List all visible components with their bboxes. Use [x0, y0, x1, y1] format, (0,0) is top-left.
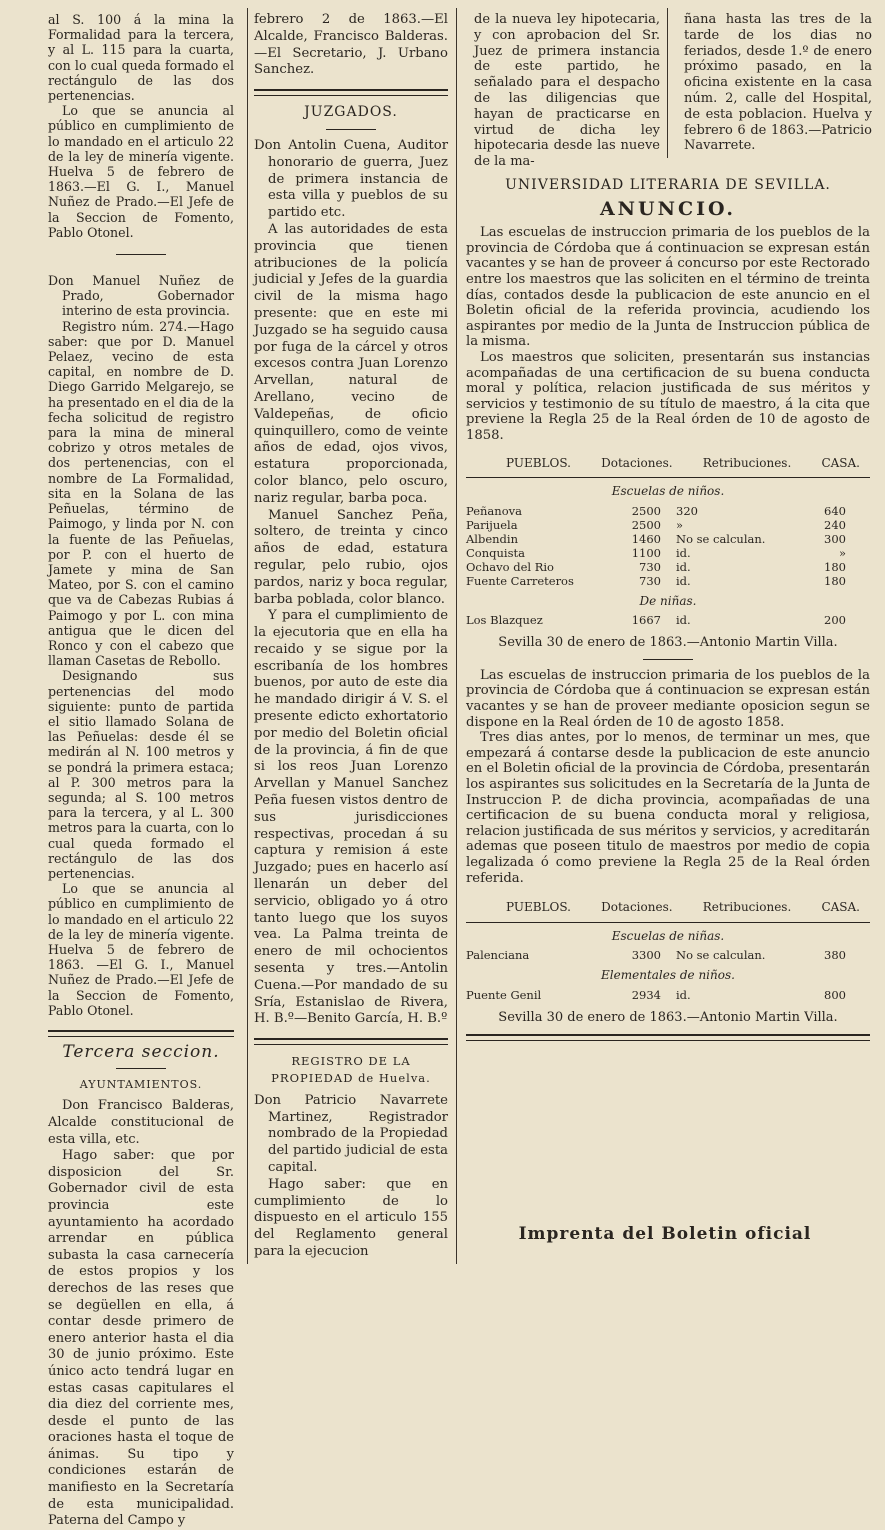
- cell-pueblo: Conquista: [466, 545, 525, 560]
- cell-retribucion: id.: [676, 559, 691, 574]
- header-pueblos: PUEBLOS.: [506, 900, 571, 915]
- section-heading: UNIVERSIDAD LITERARIA DE SEVILLA.: [505, 177, 831, 193]
- cell-dotacion: 1100: [631, 545, 661, 560]
- separator: [254, 1038, 448, 1045]
- table-body: [466, 988, 870, 1002]
- cell-casa: 380: [824, 948, 846, 963]
- cell-retribucion: id.: [676, 987, 691, 1002]
- table-row: [466, 948, 870, 962]
- column-3: [474, 12, 660, 170]
- table-subhead: Escuelas de niñas.: [611, 928, 725, 943]
- cell-casa: 300: [824, 531, 846, 546]
- cell-retribucion: No se calculan.: [676, 948, 766, 963]
- table-row: [466, 613, 870, 627]
- column-4: [684, 12, 872, 154]
- table-subhead: Elementales de niños.: [601, 968, 735, 983]
- cell-dotacion: 2500: [631, 517, 661, 532]
- paragraph: Los maestros que soliciten, presentarán sus instancias acompañadas de una certificacion de su buena conducta moral y política, relacion justificada de sus méritos y servicios y testimonio de su título de maestro, á la cita que previene la Regla 25 de la Real órden de 10 de agosto de 1858.: [466, 349, 870, 443]
- paragraph: A las autoridades de esta provincia que tienen atribuciones de la policía judicial y Jefes de la guardia civil de la misma hago presente: que en este mi Juzgado se ha seguido causa por fuga de la cárcel y otros excesos contra Juan Lorenzo Arvellan, natural de Arellano, vecino de Valdepeñas, de oficio quinquillero, como de veinte años de edad, ojos vivos, estatura proporcionada, color blanco, pelo oscuro, nariz regular, barba poca.: [254, 221, 448, 506]
- column-rule: [667, 8, 668, 158]
- cell-casa: 640: [824, 503, 846, 518]
- cell-dotacion: 3300: [631, 948, 661, 963]
- cell-pueblo: Albendin: [466, 531, 519, 546]
- column-2: [254, 12, 448, 1261]
- cell-pueblo: Peñanova: [466, 503, 522, 518]
- paragraph: de la nueva ley hipotecaria, y con aprobacion del Sr. Juez de primera instancia de este partido, he señalado para el despacho de las diligencias que hayan de practicarse en virtud de dicha ley hipotecaria desde las nueve de la ma-: [474, 12, 660, 170]
- cell-pueblo: Puente Genil: [466, 987, 542, 1002]
- table-header: [466, 452, 870, 479]
- paragraph: Hago saber: que por disposicion del Sr. Gobernador civil de esta provincia este ayuntamiento ha acordado arrendar en pública subasta la casa carnecería de estos propios y los derechos de las reses que se degüellen en ella, á contar desde primero de enero anterior hasta el dia 30 de junio próximo. Este único acto tendrá lugar en estas casas capitulares el dia diez del corriente mes, desde el punto de las oraciones hasta el toque de ánimas. Su tipo y condiciones estarán de manifiesto en la Secretaría de esta municipalidad. Paterna del Campo y: [48, 1148, 234, 1529]
- signature: Sevilla 30 de enero de 1863.—Antonio Martin Villa.: [498, 1009, 838, 1025]
- paragraph: Manuel Sanchez Peña, soltero, de treinta y cinco años de edad, estatura regular, pelo rubio, ojos pardos, nariz y boca regular, barba poblada, color blanco.: [254, 507, 448, 607]
- footer-imprint: Imprenta del Boletin oficial: [518, 1224, 812, 1244]
- paragraph: Don Patricio Navarrete Martinez, Registrador nombrado de la Propiedad del partido judicial de esta capital.: [254, 1092, 448, 1175]
- paragraph: febrero 2 de 1863.—El Alcalde, Francisco Balderas.—El Secretario, J. Urbano Sanchez.: [254, 12, 448, 78]
- paragraph: Y para el cumplimiento de la ejecutoria que en ella ha recaido y se sigue por la escribanía de los hombres buenos, por auto de este dia he mandado dirigir á V. S. el presente edicto exhortatorio por medio del Boletin oficial de la provincia, á fin de que si los reos Juan Lorenzo Arvellan y Manuel Sanchez Peña fuesen vistos dentro de sus jurisdicciones respectivas, procedan á su captura y remision á este Juzgado; pues en hacerlo así llenarán un deber del servicio, obligado yo á otro tanto luego que los suyos vea. La Palma treinta de enero de mil ochocientos sesenta y tres.—Antolin Cuena.—Por mandado de su Sría, Estanislao de Rivera, H. B.º—Benito García, H. B.º: [254, 608, 448, 1027]
- header-casa: CASA.: [821, 900, 860, 915]
- section-heading: JUZGADOS.: [304, 104, 398, 121]
- cell-dotacion: 730: [639, 573, 661, 588]
- paragraph: al S. 100 á la mina la Formalidad para la tercera, y al L. 115 para la cuarta, con lo cual queda formado el rectángulo de las dos pertenencias.: [48, 12, 234, 104]
- paragraph: Lo que se anuncia al público en cumplimiento de lo mandado en el articulo 22 de la ley de minería vigente. Huelva 5 de febrero de 1863.—El G. I., Manuel Nuñez de Prado.—El Jefe de la Seccion de Fomento, Pablo Otonel.: [48, 103, 234, 240]
- column-rule: [456, 8, 457, 1264]
- header-dotaciones: Dotaciones.: [601, 900, 673, 915]
- column-1: [48, 12, 234, 1530]
- column-rule: [247, 8, 248, 1264]
- table-body: [466, 613, 870, 627]
- cell-casa: 240: [824, 517, 846, 532]
- table-body: [466, 948, 870, 962]
- section-heading: REGISTRO DE LA PROPIEDAD de Huelva.: [271, 1054, 431, 1086]
- table-row: [466, 518, 870, 532]
- anuncio-title: ANUNCIO.: [599, 197, 737, 220]
- paragraph: Tres dias antes, por lo menos, de terminar un mes, que empezará á contarse desde la publicacion de este anuncio en el Boletin oficial de la provincia de Córdoba, presentarán los aspirantes sus solicitudes en la Secretaría de la Junta de Instruccion P. de dicha provincia, acompañadas de una certificacion de su buena conducta moral y religiosa, relacion justificada de sus méritos y servicios, y acreditarán ademas que poseen titulo de maestros por medio de copia legalizada ó como previene la Regla 25 de la Real órden referida.: [466, 730, 870, 886]
- table-row: [466, 988, 870, 1002]
- university-section: [466, 172, 870, 1047]
- cell-casa: 200: [824, 613, 846, 628]
- paragraph: ñana hasta las tres de la tarde de los dias no feriados, desde 1.º de enero próximo pasado, en la oficina existente en la casa núm. 2, calle del Hospital, de esta poblacion. Huelva y febrero 6 de 1863.—Patricio Navarrete.: [684, 12, 872, 154]
- cell-pueblo: Palenciana: [466, 948, 530, 963]
- table-row: [466, 574, 870, 588]
- header-casa: CASA.: [821, 455, 860, 470]
- cell-retribucion: id.: [676, 613, 691, 628]
- separator: [116, 254, 166, 255]
- cell-dotacion: 2500: [631, 503, 661, 518]
- cell-dotacion: 1667: [631, 613, 661, 628]
- cell-retribucion: id.: [676, 545, 691, 560]
- cell-pueblo: Los Blazquez: [466, 613, 543, 628]
- paragraph: Las escuelas de instruccion primaria de los pueblos de la provincia de Córdoba que á continuacion se expresan están vacantes y se han de proveer á concurso por este Rectorado entre los maestros que las soliciten en el término de treinta días, contados desde la publicacion de este anuncio en el Boletin oficial de la referida provincia, acudiendo los aspirantes por medio de la Junta de Instruccion pública de la misma.: [466, 225, 870, 350]
- paragraph: Designando sus pertenencias del modo siguiente: punto de partida el sitio llamado Solana de las Peñuelas: desde él se medirán al N. 100 metros y se pondrá la primera estaca; al P. 300 metros para la segunda; al S. 100 metros para la tercera, y al L. 300 metros para la cuarta, con lo cual queda formado el rectángulo de las dos pertenencias.: [48, 668, 234, 881]
- table-subhead: De niñas.: [639, 593, 697, 608]
- paragraph: Don Antolin Cuena, Auditor honorario de guerra, Juez de primera instancia de esta villa y pueblos de su partido etc.: [254, 137, 448, 221]
- table-body: [466, 504, 870, 588]
- cell-pueblo: Parijuela: [466, 517, 518, 532]
- cell-dotacion: 2934: [631, 987, 661, 1002]
- separator: [643, 659, 693, 660]
- paragraph: Lo que se anuncia al público en cumplimiento de lo mandado en el articulo 22 de la ley de minería vigente. Huelva 5 de febrero de 1863. —El G. I., Manuel Nuñez de Prado.—El Jefe de la Seccion de Fomento, Pablo Otonel.: [48, 881, 234, 1018]
- paragraph: Don Manuel Nuñez de Prado, Gobernador interino de esta provincia.: [48, 273, 234, 319]
- cell-retribucion: id.: [676, 573, 691, 588]
- cell-pueblo: Fuente Carreteros: [466, 573, 574, 588]
- cell-casa: 180: [824, 559, 846, 574]
- cell-casa: »: [838, 545, 846, 560]
- separator: [48, 1030, 234, 1037]
- section-heading: AYUNTAMIENTOS.: [79, 1078, 203, 1092]
- table-header: [466, 896, 870, 923]
- paragraph: Las escuelas de instruccion primaria de los pueblos de la provincia de Córdoba que á continuacion se expresan están vacantes y se han de proveer mediante oposicion segun se dispone en la Real órden de 10 de agosto 1858.: [466, 667, 870, 730]
- paragraph: Registro núm. 274.—Hago saber: que por D. Manuel Pelaez, vecino de esta capital, en nombre de D. Diego Garrido Melgarejo, se ha presentado en el dia de la fecha solicitud de registro para la mina de mineral cobrizo y otros metales de dos pertenencias, con el nombre de La Formalidad, sita en la Solana de las Peñuelas, término de Paimogo, y linda por N. con la fuente de las Peñuelas, por P. con el huerto de Jamete y mina de San Mateo, por S. con el camino que va de Cabezas Rubias á Paimogo y por L. con mina antigua que le dicen del Ronco y con el cabezo que llaman Casetas de Rebollo.: [48, 318, 234, 669]
- table-row: [466, 560, 870, 574]
- separator: [254, 89, 448, 96]
- header-pueblos: PUEBLOS.: [506, 455, 571, 470]
- cell-retribucion: »: [676, 517, 684, 532]
- table-row: [466, 504, 870, 518]
- separator: [326, 129, 376, 130]
- cell-retribucion: 320: [676, 503, 698, 518]
- paragraph: Don Francisco Balderas, Alcalde constitucional de esta villa, etc.: [48, 1098, 234, 1147]
- cell-dotacion: 1460: [631, 531, 661, 546]
- separator: [116, 1068, 166, 1069]
- header-retribuciones: Retribuciones.: [702, 455, 792, 470]
- signature: Sevilla 30 de enero de 1863.—Antonio Martin Villa.: [498, 635, 838, 651]
- header-retribuciones: Retribuciones.: [702, 900, 792, 915]
- cell-dotacion: 730: [639, 559, 661, 574]
- table-subhead: Escuelas de niños.: [611, 484, 725, 499]
- cell-casa: 180: [824, 573, 846, 588]
- paragraph: Hago saber: que en cumplimiento de lo dispuesto en el articulo 155 del Reglamento general para la ejecucion: [254, 1176, 448, 1259]
- cell-casa: 800: [824, 987, 846, 1002]
- separator: [466, 1034, 870, 1041]
- table-row: [466, 532, 870, 546]
- header-dotaciones: Dotaciones.: [601, 455, 673, 470]
- table-row: [466, 546, 870, 560]
- section-heading: Tercera seccion.: [62, 1042, 220, 1062]
- cell-retribucion: No se calculan.: [676, 531, 766, 546]
- cell-pueblo: Ochavo del Rio: [466, 559, 554, 574]
